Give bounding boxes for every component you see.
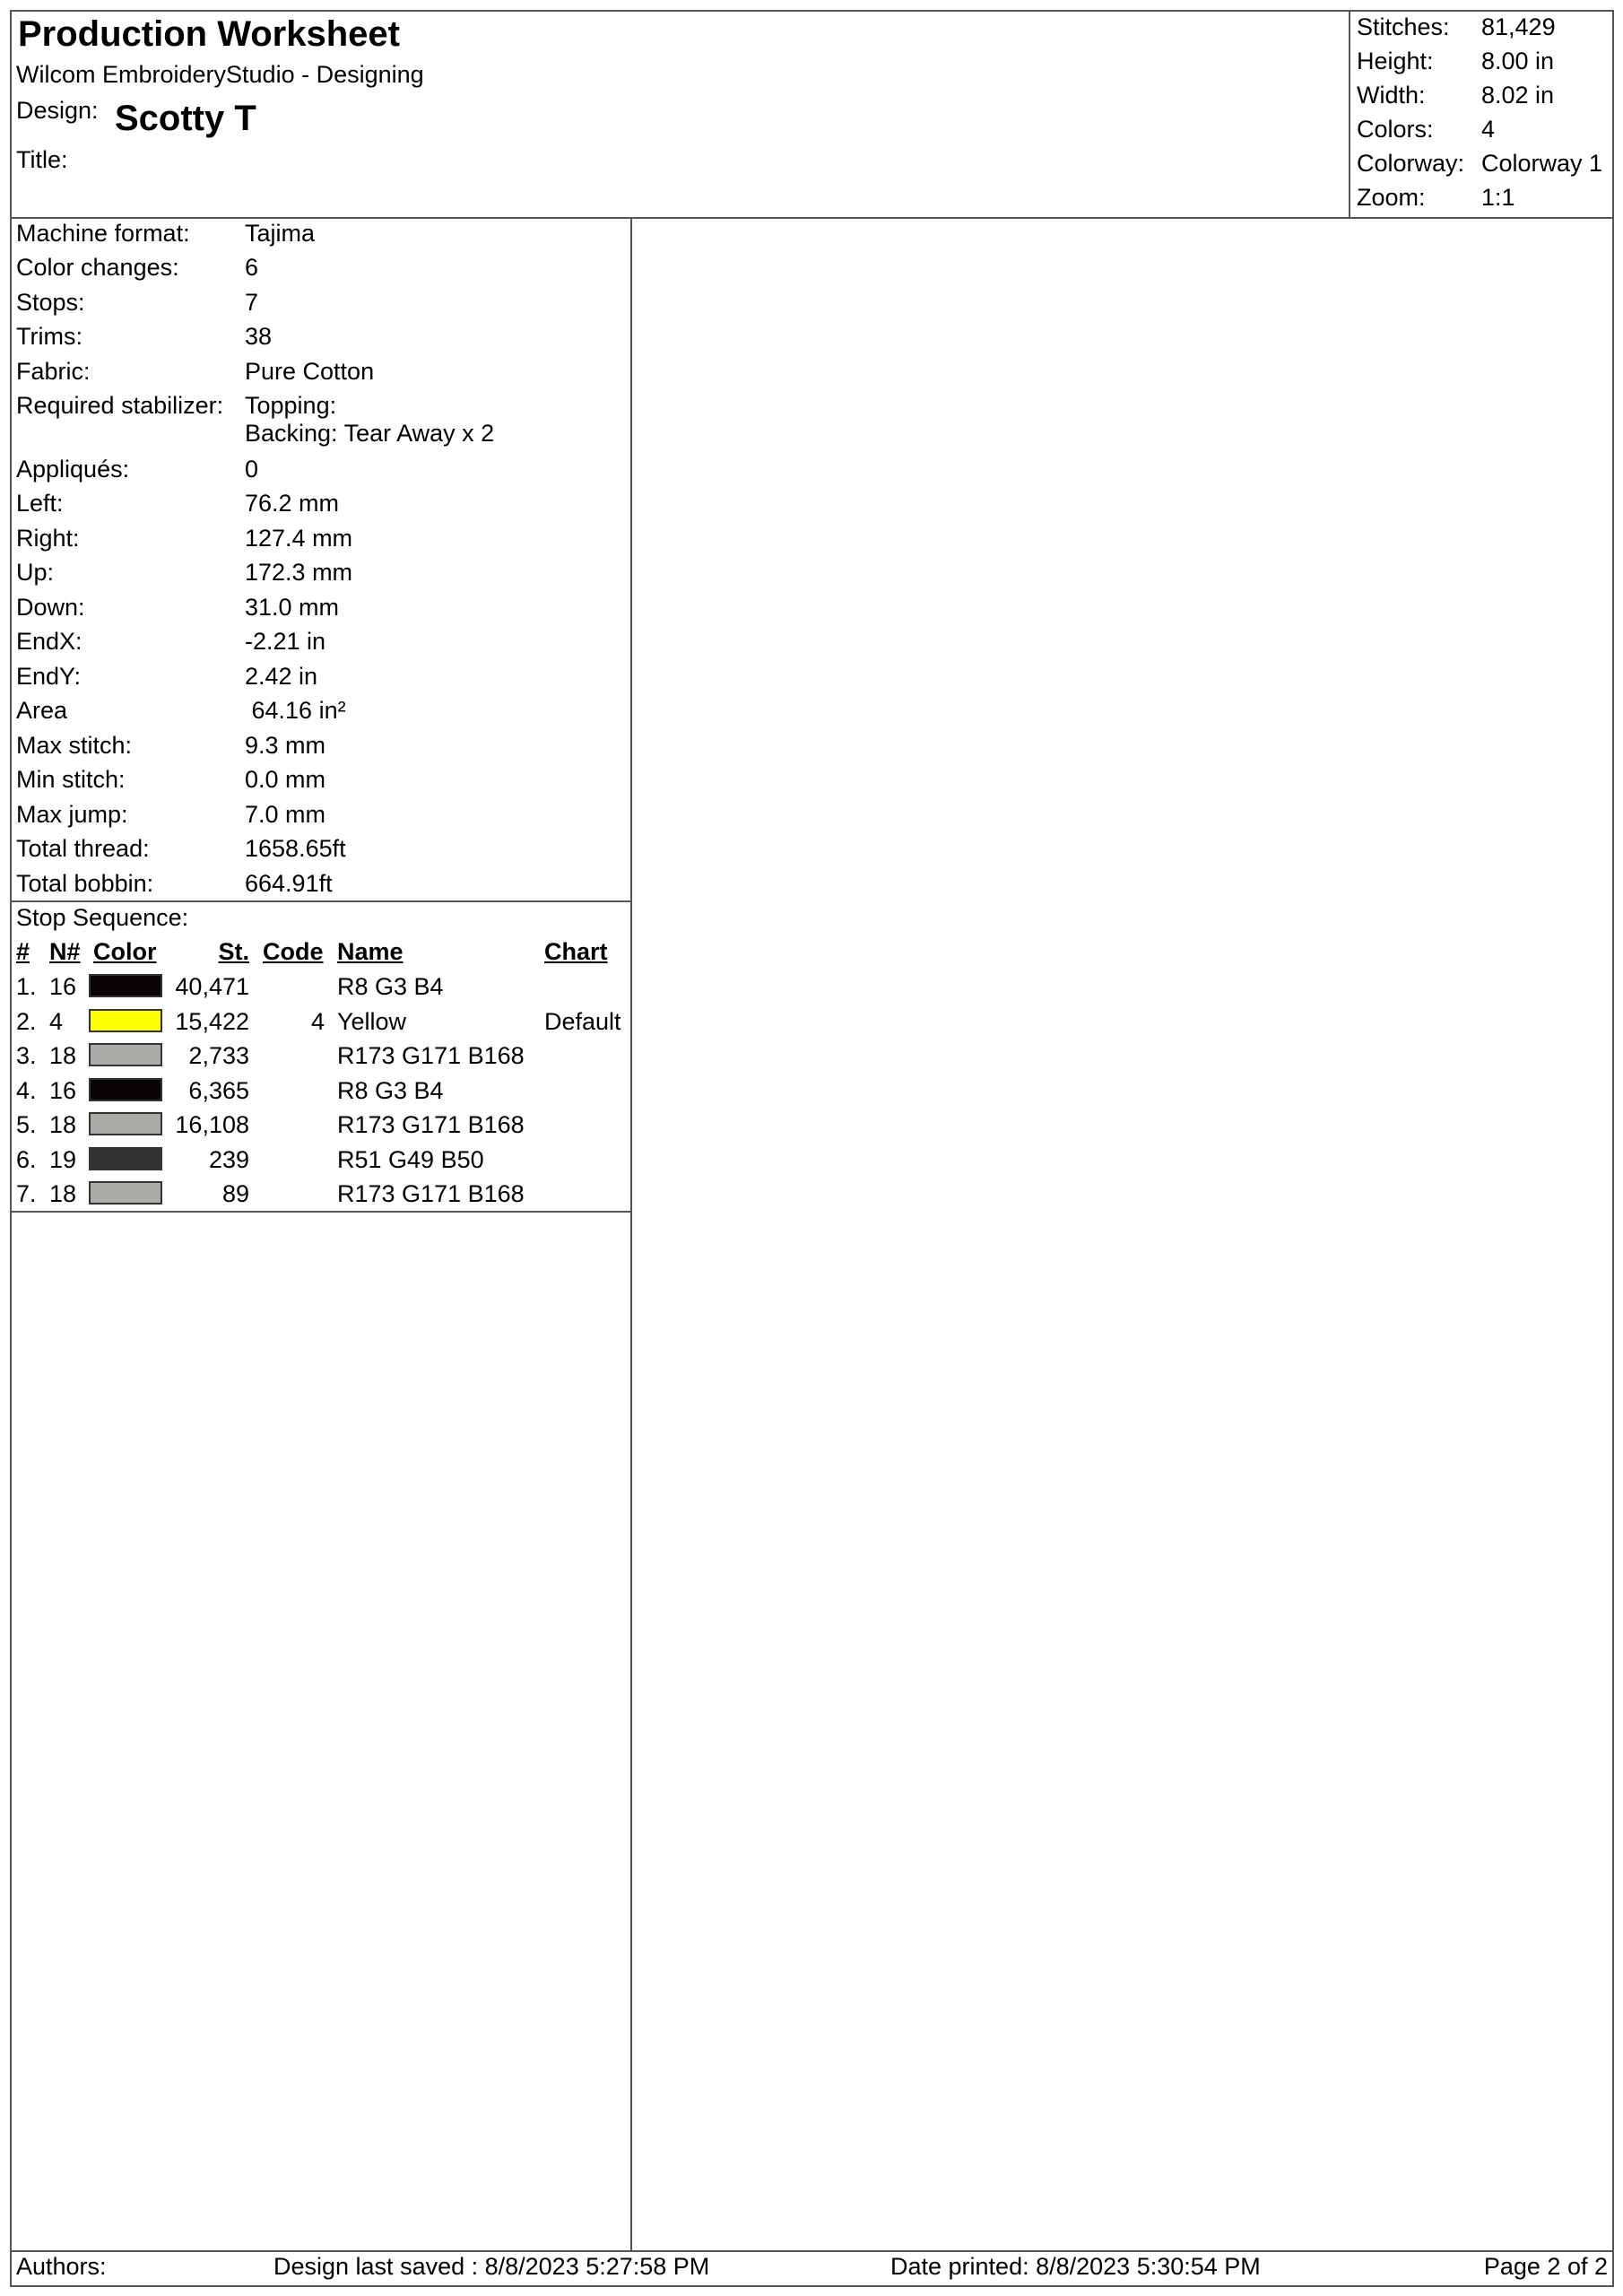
row-stitches: 2,733 (188, 1042, 249, 1069)
thread-color-swatch (89, 1147, 162, 1170)
info-label: Required stabilizer: (16, 392, 224, 419)
info-label: Appliqués: (16, 456, 130, 483)
sequence-divider (10, 1211, 631, 1213)
info-value: 7 (245, 289, 259, 316)
row-needle: 18 (49, 1042, 77, 1069)
info-value: 9.3 mm (245, 732, 326, 759)
info-divider (10, 900, 631, 902)
row-thread-name: R8 G3 B4 (337, 973, 444, 1000)
stats-divider (1349, 10, 1350, 218)
footer-last-saved: Design last saved : 8/8/2023 5:27:58 PM (273, 2253, 710, 2280)
row-num: 1. (16, 973, 37, 1000)
info-label: EndX: (16, 628, 82, 655)
row-thread-name: R51 G49 B50 (337, 1146, 484, 1173)
info-value: 38 (245, 323, 273, 350)
row-needle: 18 (49, 1111, 77, 1138)
stat-label-colors: Colors: (1357, 116, 1434, 143)
row-stitches: 15,422 (175, 1008, 249, 1035)
col-header-stitches: St. (218, 938, 249, 965)
info-value: 31.0 mm (245, 594, 340, 621)
footer-divider (10, 2250, 1614, 2252)
info-label: Total bobbin: (16, 870, 154, 897)
stat-label-zoom: Zoom: (1357, 184, 1426, 211)
row-num: 6. (16, 1146, 37, 1173)
info-label: Right: (16, 525, 80, 552)
design-label: Design: (16, 97, 99, 124)
row-needle: 18 (49, 1180, 77, 1207)
info-value: 172.3 mm (245, 559, 353, 586)
col-header-num: # (16, 938, 30, 965)
row-thread-name: R173 G171 B168 (337, 1180, 525, 1207)
row-num: 2. (16, 1008, 37, 1035)
design-name: Scotty T (115, 99, 256, 138)
col-header-needle: N# (49, 938, 81, 965)
info-label: Area (16, 697, 68, 724)
info-value: 0 (245, 456, 259, 483)
row-thread-name: R8 G3 B4 (337, 1077, 444, 1104)
footer-date-printed: Date printed: 8/8/2023 5:30:54 PM (890, 2253, 1261, 2280)
info-value: 76.2 mm (245, 490, 340, 517)
thread-color-swatch (89, 1112, 162, 1135)
info-label: Fabric: (16, 358, 91, 385)
stat-value-stitches: 81,429 (1481, 13, 1556, 40)
row-needle: 16 (49, 1077, 77, 1104)
thread-color-swatch (89, 1043, 162, 1066)
info-label: Color changes: (16, 254, 179, 281)
info-value: -2.21 in (245, 628, 326, 655)
worksheet-frame (10, 10, 1614, 2287)
row-needle: 16 (49, 973, 77, 1000)
info-label: Machine format: (16, 220, 190, 247)
app-name: Wilcom EmbroideryStudio - Designing (16, 61, 424, 88)
info-label: Left: (16, 490, 64, 517)
info-label: Down: (16, 594, 85, 621)
info-value: 6 (245, 254, 259, 281)
col-header-color: Color (93, 938, 157, 965)
info-value: Tajima (245, 220, 316, 247)
footer-page-number: Page 2 of 2 (1483, 2253, 1608, 2280)
worksheet-title: Production Worksheet (18, 14, 400, 54)
thread-color-swatch (89, 1009, 162, 1032)
stat-value-height: 8.00 in (1481, 48, 1555, 74)
row-chart: Default (544, 1008, 621, 1035)
row-needle: 4 (49, 1008, 64, 1035)
info-label: Max jump: (16, 801, 128, 828)
row-thread-name: R173 G171 B168 (337, 1042, 525, 1069)
info-value: 127.4 mm (245, 525, 353, 552)
info-value: 0.0 mm (245, 766, 326, 793)
info-label: Min stitch: (16, 766, 126, 793)
info-value: Backing: Tear Away x 2 (245, 420, 495, 447)
header-divider (10, 217, 1614, 219)
info-label: Stops: (16, 289, 85, 316)
thread-color-swatch (89, 1078, 162, 1101)
row-stitches: 239 (208, 1146, 249, 1173)
col-header-name: Name (337, 938, 404, 965)
title-label: Title: (16, 146, 68, 173)
thread-color-swatch (89, 1181, 162, 1205)
info-label: Up: (16, 559, 55, 586)
stat-label-height: Height: (1357, 48, 1434, 74)
row-stitches: 89 (221, 1180, 249, 1207)
info-label: Trims: (16, 323, 82, 350)
stop-sequence-title: Stop Sequence: (16, 904, 189, 931)
row-thread-name: R173 G171 B168 (337, 1111, 525, 1138)
info-value: Topping: (245, 392, 337, 419)
row-num: 7. (16, 1180, 37, 1207)
stat-value-colorway: Colorway 1 (1481, 150, 1603, 177)
info-value: 664.91ft (245, 870, 333, 897)
info-label: EndY: (16, 663, 82, 690)
stat-label-width: Width: (1357, 82, 1426, 109)
info-value: Pure Cotton (245, 358, 375, 385)
stat-value-colors: 4 (1481, 116, 1496, 143)
stat-value-width: 8.02 in (1481, 82, 1555, 109)
thread-color-swatch (89, 974, 162, 997)
footer-authors: Authors: (16, 2253, 107, 2280)
row-stitches: 6,365 (188, 1077, 249, 1104)
row-num: 5. (16, 1111, 37, 1138)
stat-label-stitches: Stitches: (1357, 13, 1450, 40)
stat-label-colorway: Colorway: (1357, 150, 1465, 177)
row-needle: 19 (49, 1146, 77, 1173)
column-divider (630, 217, 632, 2251)
info-label: Total thread: (16, 835, 150, 862)
info-label: Max stitch: (16, 732, 133, 759)
stat-value-zoom: 1:1 (1481, 184, 1515, 211)
info-value: 7.0 mm (245, 801, 326, 828)
row-stitches: 16,108 (175, 1111, 249, 1138)
col-header-code: Code (263, 938, 324, 965)
row-num: 4. (16, 1077, 37, 1104)
row-thread-name: Yellow (337, 1008, 407, 1035)
col-header-chart: Chart (544, 938, 608, 965)
row-stitches: 40,471 (175, 973, 249, 1000)
row-num: 3. (16, 1042, 37, 1069)
row-code: 4 (310, 1008, 325, 1035)
info-value: 2.42 in (245, 663, 318, 690)
info-value: 1658.65ft (245, 835, 346, 862)
info-value: 64.16 in² (245, 697, 346, 724)
